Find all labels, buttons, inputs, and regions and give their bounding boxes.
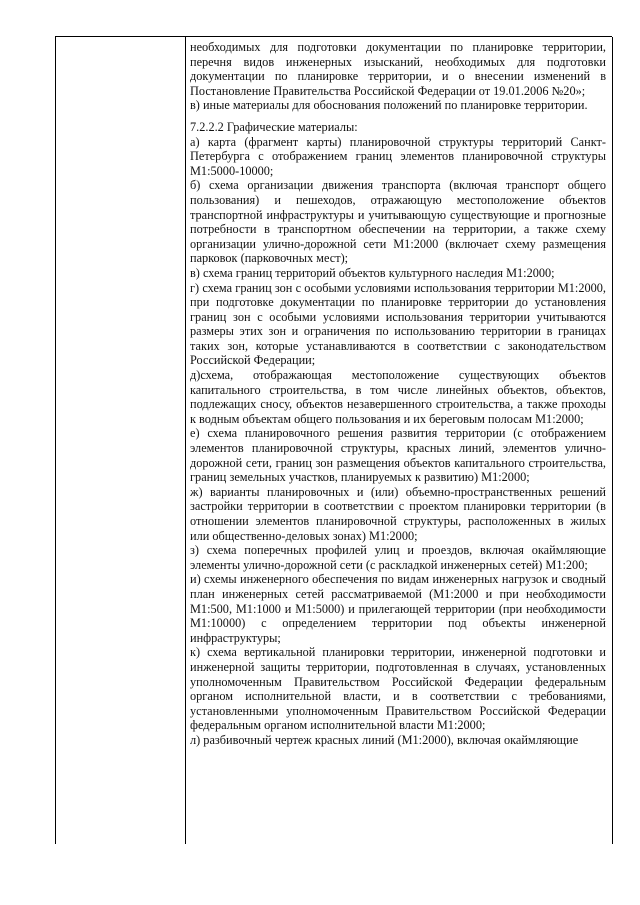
paragraph: е) схема планировочного решения развития территории (с отображением элементов планировочной структуры, красных линий, элементов улично-дорожной сети, границ зон размещения объектов капитального строительства, границ земельных участков, планируемых к развитию) М1:2000; — [190, 426, 606, 485]
paragraph: б) схема организации движения транспорта (включая транспорт общего пользования) и пешеходов, отражающую местоположение объектов транспортной инфраструктуры и учитывающую существующие и прогнозные потребности в транспортном обеспечении на территории, а также схему организации улично-дорожной сети М1:2000 (включает схему размещения парковок (парковочных мест); — [190, 178, 606, 266]
paragraph: а) карта (фрагмент карты) планировочной структуры территорий Санкт-Петербурга с отображением границ элементов планировочной структуры М1:5000-10000; — [190, 134, 606, 178]
column-divider — [185, 37, 186, 844]
paragraph: к) схема вертикальной планировки территории, инженерной подготовки и инженерной защиты территории, подготовленная в случаях, установленных уполномоченным Правительством Российской Федерации федеральным органом исполнительной власти, и в соответствии с требованиями, установленными уполномоченным Правительством Российской Федерации федеральным органом исполнительной власти М1:2000; — [190, 645, 606, 733]
section-heading: 7.2.2.2 Графические материалы: — [190, 119, 358, 134]
paragraph: д)схема, отображающая местоположение существующих объектов капитального строительства, в том числе линейных объектов, объектов, подлежащих сносу, объектов незавершенного строительства, а также проходы к водным объектам общего пользования и их береговым полосам М1:2000; — [190, 368, 606, 426]
paragraph: необходимых для подготовки документации по планировке территории, перечня видов инженерных изысканий, необходимых для подготовки документации по планировке территории, и о внесении изменений в Постановление Правительства Российской Федерации от 19.01.2006 №20»; — [190, 40, 606, 98]
paragraph: в) иные материалы для обоснования положений по планировке территории. — [190, 98, 588, 113]
paragraph: г) схема границ зон с особыми условиями использования территории М1:2000, при подготовке документации по планировке территории до установления границ зон с особыми условиями использования территории учитываются размеры этих зон и ограничения по использованию территории в границах таких зон, которые устанавливаются в соответствии с законодательством Российской Федерации; — [190, 280, 606, 368]
paragraph: и) схемы инженерного обеспечения по видам инженерных нагрузок и сводный план инженерных сетей рассматриваемой (М1:2000 и при необходимости М1:500, М1:1000 и М1:5000) и прилегающей территории (при необходимости М1:10000) с определением территории под объекты инженерной инфраструктуры; — [190, 572, 606, 645]
paragraph: ж) варианты планировочных и (или) объемно-пространственных решений застройки территории в соответствии с проектом планировки территории (в отношении элементов планировочной структуры, расположенных в жилых или общественно-деловых зонах) М1:2000; — [190, 484, 606, 543]
paragraph: з) схема поперечных профилей улиц и проездов, включая окаймляющие элементы улично-дорожной сети (с раскладкой инженерных сетей) М1:200; — [190, 543, 606, 572]
paragraph: в) схема границ территорий объектов культурного наследия М1:2000; — [190, 265, 555, 280]
paragraph: л) разбивочный чертеж красных линий (М1:2000), включая окаймляющие — [190, 732, 579, 747]
document-text-cell — [190, 40, 606, 748]
